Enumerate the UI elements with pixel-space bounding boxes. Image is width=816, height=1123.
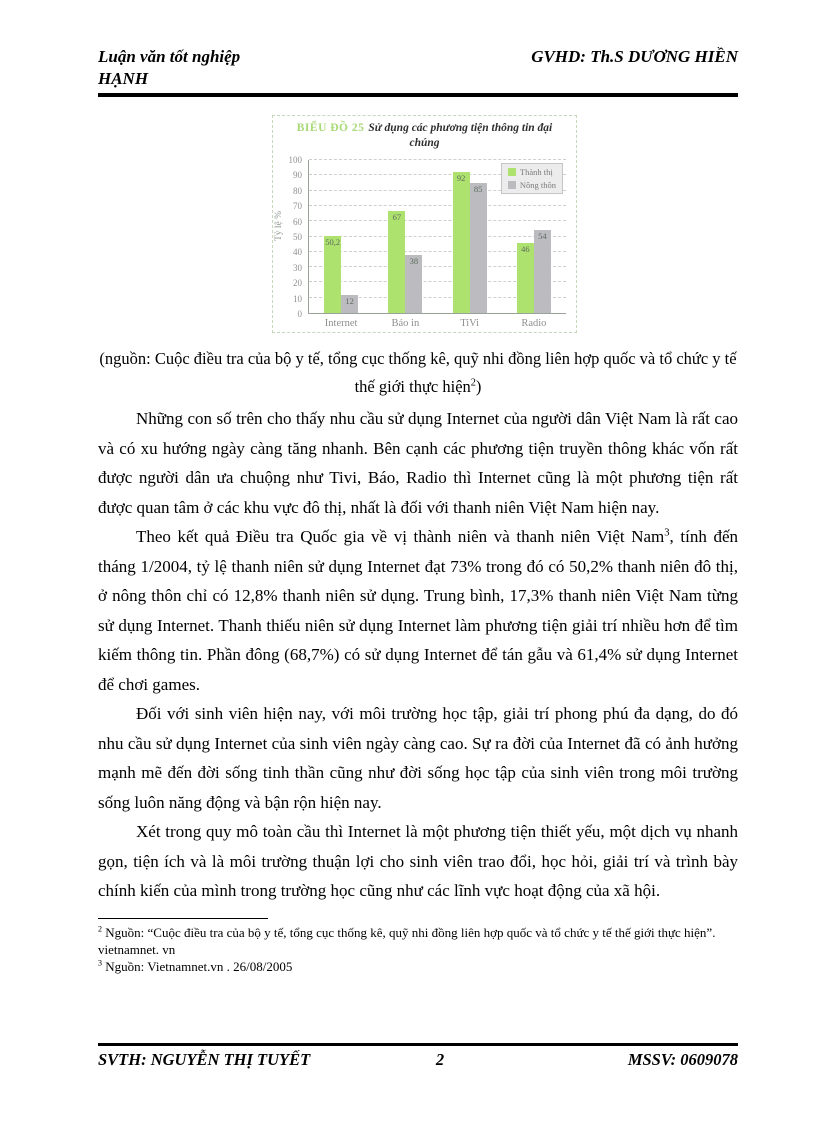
bar-Nông thôn-Báo in [405, 255, 422, 313]
y-tick-80: 80 [293, 185, 302, 196]
caption-text: (nguồn: Cuộc điều tra của bộ y tế, tổng cục thống kê, quỹ nhi đồng liên hợp quốc và tổ chức y tế thế giới thực hiện [99, 349, 737, 396]
bar-Thành thị-Báo in [388, 211, 405, 314]
legend-entry-Thành thị [508, 167, 556, 177]
footnote-separator [98, 918, 268, 919]
bar-value-label: 50,2 [325, 237, 341, 248]
bar-value-label: 92 [456, 173, 466, 184]
footnote-2-text: Nguồn: “Cuộc điều tra của bộ y tế, tổng cục thống kê, quỹ nhi đồng liên hợp quốc và tổ chức y tế thế giới thực hiện”. vietnamnet. vn [98, 924, 716, 957]
footer-rule [98, 1043, 738, 1046]
page-number: 2 [435, 1050, 445, 1069]
y-tick-0: 0 [297, 309, 302, 319]
x-category-label-Internet: Internet [324, 318, 358, 329]
bar-Nông thôn-Internet [341, 295, 358, 313]
page-footer [98, 1043, 738, 1070]
paragraph-2-before: Theo kết quả Điều tra Quốc gia về vị thành niên và thanh niên Việt Nam [136, 527, 665, 546]
header-left-title: Luận văn tốt nghiệp [98, 47, 241, 66]
y-tick-50: 50 [293, 232, 302, 242]
footnote-3 [98, 958, 738, 975]
footnote-2 [98, 924, 738, 958]
footnote-2-marker: 2 [98, 924, 103, 934]
bar-value-label: 46 [521, 243, 530, 254]
chart-figure [272, 115, 577, 333]
legend-label: Nông thôn [519, 180, 556, 190]
caption-close: ) [475, 377, 482, 396]
legend-swatch [508, 181, 516, 189]
y-tick-20: 20 [293, 278, 302, 289]
footnote-ref-2: 2 [470, 377, 476, 389]
chart-plot [308, 160, 566, 329]
x-category-label-TiVi: TiVi [460, 318, 480, 329]
bar-group-Báo in [373, 160, 437, 329]
bar-Thành thị-Internet [324, 236, 341, 313]
bar-Thành thị-TiVi [453, 172, 470, 313]
y-tick-70: 70 [293, 201, 302, 212]
chart-legend [501, 163, 563, 194]
y-tick-30: 30 [293, 262, 302, 273]
paragraph-4: Xét trong quy mô toàn cầu thì Internet là một phương tiện thiết yếu, một dịch vụ nhanh gọn, tiện ích và là môi trường thuận lợi cho sinh viên trao đổi, học hỏi, giải trí và trình bày chính kiến của mình trong trường học cũng như các lĩnh vực hoạt động của xã hội. [98, 822, 738, 900]
legend-entry-Nông thôn [508, 180, 556, 190]
chart-y-ticks [273, 155, 306, 319]
bar-value-label: 67 [392, 211, 402, 222]
y-tick-60: 60 [293, 216, 302, 227]
bar-Thành thị-Radio [517, 243, 534, 313]
legend-swatch [508, 168, 516, 176]
header-advisor-wrap: HẠNH [98, 69, 149, 88]
y-tick-100: 100 [288, 155, 302, 165]
footnote-ref-3: 3 [664, 527, 670, 539]
x-category-label-Radio: Radio [521, 318, 547, 329]
paragraph-1: Những con số trên cho thấy nhu cầu sử dụng Internet của người dân Việt Nam là rất cao và có xu hướng ngày càng tăng nhanh. Bên cạnh các phương tiện truyền thông khác vốn rất được người dân ưa chuộng như Tivi, Báo, Radio thì Internet cũng là một phương tiện rất được quan tâm ở các khu vực đô thị, nhất là đối với thanh niên Việt Nam hiện nay. [98, 409, 738, 517]
bar-Nông thôn-TiVi [470, 183, 487, 313]
page-header [98, 46, 738, 97]
bar-value-label: 38 [409, 255, 419, 266]
footnote-3-marker: 3 [98, 958, 103, 968]
header-right-advisor: GVHD: Th.S DƯƠNG HIỀN [531, 47, 738, 66]
bar-value-label: 85 [473, 183, 483, 194]
y-tick-90: 90 [293, 170, 302, 181]
y-tick-40: 40 [293, 247, 302, 258]
footnotes [98, 918, 738, 975]
header-rule [98, 93, 738, 97]
footer-author: SVTH: NGUYỄN THỊ TUYẾT [98, 1050, 311, 1069]
bar-group-TiVi [438, 160, 502, 329]
bar-value-label: 12 [345, 295, 354, 306]
footnote-3-text: Nguồn: Vietnamnet.vn . 26/08/2005 [102, 958, 293, 974]
footer-student-id: MSSV: 0609078 [627, 1050, 738, 1069]
bar-group-Internet [309, 160, 373, 329]
chart-title-text: Sử dụng các phương tiện thông tin đại chúng [368, 122, 553, 149]
chart-number-label: BIỂU ĐỒ 25 [296, 122, 365, 134]
bar-Nông thôn-Radio [534, 230, 551, 313]
paragraph-2-after: , tính đến tháng 1/2004, tỷ lệ thanh niên sử dụng Internet đạt 73% trong đó có 50,2% thanh niên đô thị, ở nông thôn chỉ có 12,8% thanh niên sử dụng. Trung bình, 17,3% thanh niên Việt Nam từng sử dụng Internet. Thanh thiếu niên sử dụng Internet làm phương tiện giải trí nhiều hơn để tìm kiếm thông tin. Phần đông (68,7%) có sử dụng Internet để tán gẫu và 61,4% sử dụng Internet để chơi games. [98, 527, 738, 694]
legend-label: Thành thị [519, 167, 553, 177]
chart-caption [98, 345, 738, 401]
chart-y-axis-label: Tỷ lệ % [274, 210, 285, 242]
paragraph-3: Đối với sinh viên hiện nay, với môi trường học tập, giải trí phong phú đa dạng, do đó nhu cầu sử dụng Internet của sinh viên ngày càng cao. Sự ra đời của Internet đã có ảnh hưởng mạnh mẽ đến đời sống tinh thần cũng như đời sống học tập của sinh viên trong môi trường sống luôn năng động và bận rộn hiện nay. [98, 704, 738, 812]
x-category-label-Báo in: Báo in [391, 318, 420, 329]
paragraph-2 [98, 522, 738, 699]
bar-value-label: 54 [538, 231, 547, 242]
y-tick-10: 10 [293, 293, 302, 304]
chart-title [283, 121, 566, 151]
